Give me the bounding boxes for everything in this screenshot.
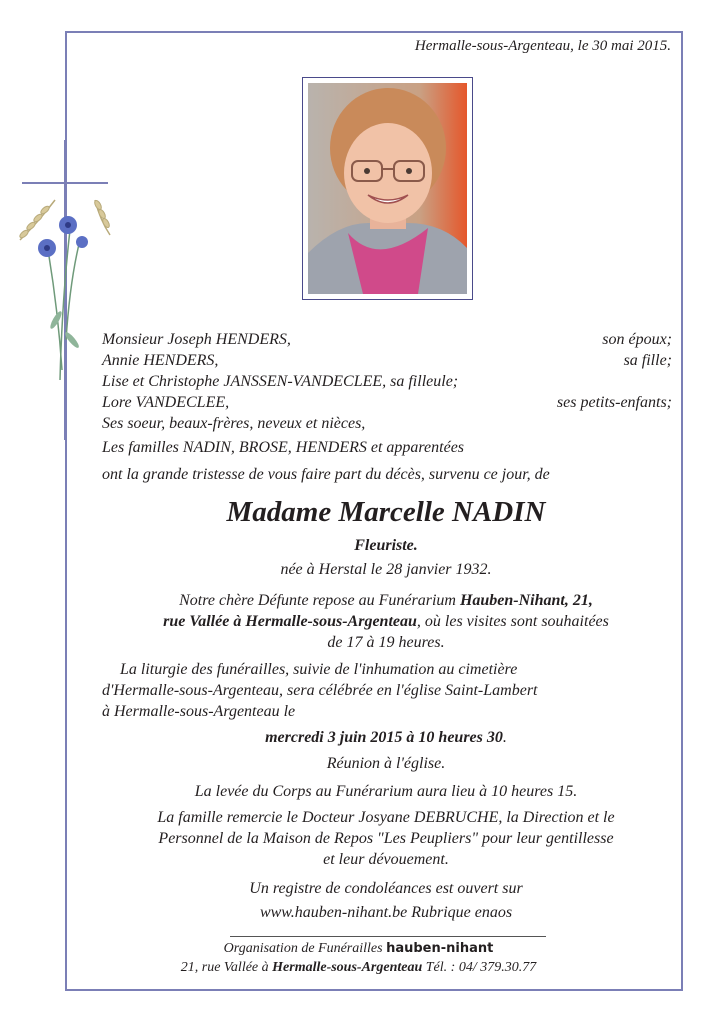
family-line-6: Les familles NADIN, BROSE, HENDERS et apparentées	[102, 439, 465, 456]
footer-organisation: Organisation de Funérailles hauben-nihant	[223, 941, 494, 956]
funeral-date: mercredi 3 juin 2015 à 10 heures 30.	[265, 729, 507, 746]
announcement-line: ont la grande tristesse de vous faire part du décès, survenu ce jour, de	[102, 466, 550, 483]
brand-logo: hauben-nihant	[386, 941, 494, 956]
family-line-5: Ses soeur, beaux-frères, neveux et nièces,	[102, 415, 366, 432]
levee-line: La levée du Corps au Funérarium aura lieu à 10 heures 15.	[194, 783, 578, 800]
funeral-meeting: Réunion à l'église.	[326, 755, 446, 772]
repose-line-2: rue Vallée à Hermalle-sous-Argenteau, où les visites sont souhaitées	[163, 613, 609, 630]
footer-address: 21, rue Vallée à Hermalle-sous-Argenteau Tél. : 04/ 379.30.77	[180, 960, 537, 975]
thanks-line-2: Personnel de la Maison de Repos "Les Peupliers" pour leur gentillesse	[158, 830, 614, 847]
dateline: Hermalle-sous-Argenteau, le 30 mai 2015.	[414, 38, 671, 54]
deceased-name: Madame Marcelle NADIN	[226, 496, 546, 528]
repose-line-1: Notre chère Défunte repose au Funérarium Hauben-Nihant, 21,	[179, 592, 593, 609]
family-line-1: Monsieur Joseph HENDERS, son époux;	[102, 331, 672, 348]
register-line-1: Un registre de condoléances est ouvert sur	[249, 880, 523, 897]
funeral-line-2: d'Hermalle-sous-Argenteau, sera célébrée en l'église Saint-Lambert	[102, 682, 538, 699]
register-link[interactable]: www.hauben-nihant.be Rubrique enaos	[259, 904, 513, 921]
family-line-2: Annie HENDERS, sa fille;	[102, 352, 672, 369]
deceased-birth: née à Herstal le 28 janvier 1932.	[280, 561, 492, 578]
deceased-profession: Fleuriste.	[354, 537, 418, 554]
repose-line-3: de 17 à 19 heures.	[327, 634, 445, 651]
cornflower-icon	[38, 216, 88, 257]
family-line-4: Lore VANDECLEE, ses petits-enfants;	[102, 394, 672, 411]
thanks-line-1: La famille remercie le Docteur Josyane DEBRUCHE, la Direction et le	[157, 809, 615, 826]
portrait-frame	[302, 77, 473, 300]
thanks-line-3: et leur dévouement.	[323, 851, 449, 868]
family-line-3: Lise et Christophe JANSSEN-VANDECLEE, sa filleule;	[102, 373, 459, 390]
portrait-photo	[308, 83, 467, 294]
funeral-line-3: à Hermalle-sous-Argenteau le	[102, 703, 296, 720]
footer-separator	[230, 936, 546, 937]
funeral-line-1: La liturgie des funérailles, suivie de l'inhumation au cimetière	[120, 661, 518, 678]
